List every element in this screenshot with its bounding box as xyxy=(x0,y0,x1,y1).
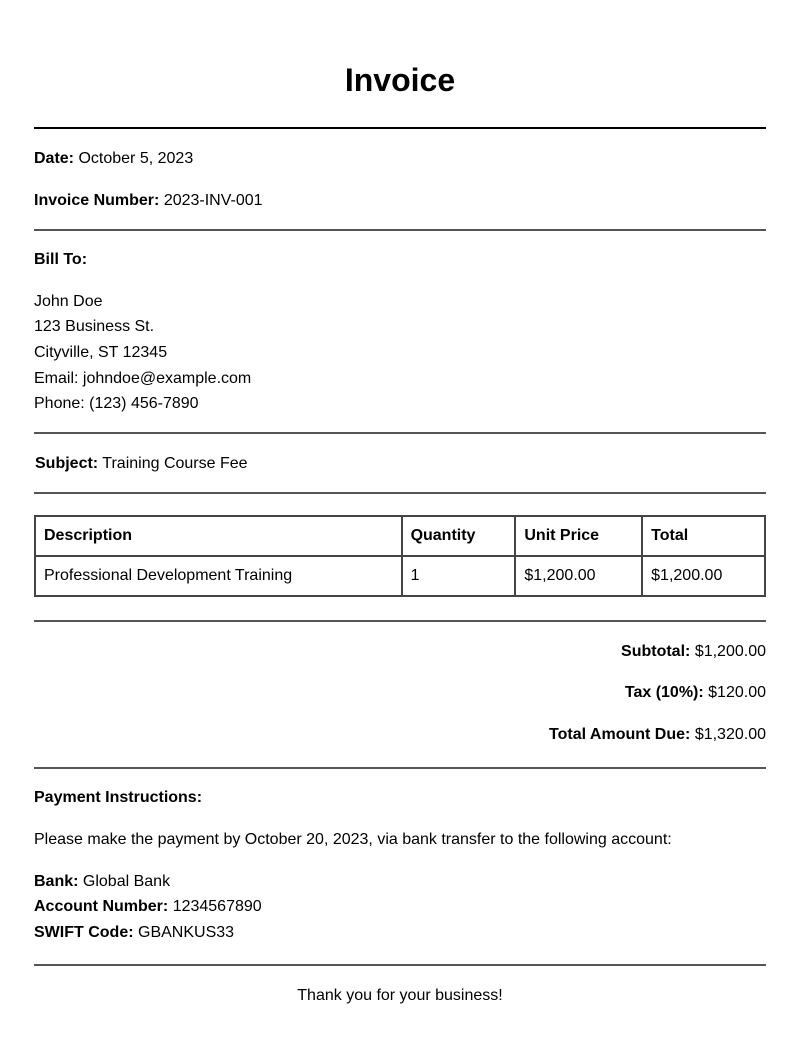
divider xyxy=(34,620,766,622)
divider xyxy=(34,767,766,769)
column-header-unit-price: Unit Price xyxy=(515,516,642,556)
column-header-description: Description xyxy=(35,516,402,556)
invoice-number xyxy=(34,191,263,211)
bank-value: Global Bank xyxy=(82,873,171,890)
payment-text: Please make the payment by October 20, 2023, via bank transfer to the following account: xyxy=(34,831,672,848)
bill-to-label xyxy=(34,250,87,270)
date-label: Date: xyxy=(34,150,75,167)
bill-to-phone: Phone: (123) 456-7890 xyxy=(34,395,199,412)
table-row xyxy=(35,556,765,596)
footer-thank-you: Thank you for your business! xyxy=(297,987,503,1004)
divider xyxy=(34,229,766,231)
swift-code-label: SWIFT Code: xyxy=(34,924,134,941)
invoice-number-value: 2023-INV-001 xyxy=(163,192,263,209)
tax xyxy=(625,683,766,703)
subtotal-value: $1,200.00 xyxy=(694,643,766,660)
payment-heading: Payment Instructions: xyxy=(34,789,203,806)
column-header-quantity: Quantity xyxy=(402,516,516,556)
total-amount-due xyxy=(549,725,766,745)
bill-to-email: Email: johndoe@example.com xyxy=(34,370,252,387)
bill-to-name: John Doe xyxy=(34,293,103,310)
bill-to-address1: 123 Business St. xyxy=(34,318,155,335)
invoice-number-label: Invoice Number: xyxy=(34,192,160,209)
tax-label: Tax (10%): xyxy=(624,684,704,701)
total-value: $1,320.00 xyxy=(694,726,766,743)
bill-to-address2: Cityville, ST 12345 xyxy=(34,344,168,361)
subject xyxy=(35,454,248,474)
cell-description: Professional Development Training xyxy=(35,556,402,596)
account-number-label: Account Number: xyxy=(34,898,169,915)
total-label: Total Amount Due: xyxy=(549,726,691,743)
account-number xyxy=(34,897,262,917)
tax-value: $120.00 xyxy=(708,684,766,701)
subtotal xyxy=(621,642,766,662)
page-title: Invoice xyxy=(344,62,456,98)
payment-instructions-label xyxy=(34,788,202,808)
subject-label: Subject: xyxy=(35,455,99,472)
subtotal-label: Subtotal: xyxy=(621,643,691,660)
column-header-total: Total xyxy=(642,516,765,556)
divider xyxy=(34,432,766,434)
invoice-date xyxy=(34,149,193,169)
bank-label: Bank: xyxy=(34,873,79,890)
date-value: October 5, 2023 xyxy=(78,150,194,167)
cell-quantity: 1 xyxy=(402,556,516,596)
bank xyxy=(34,872,170,892)
swift-code xyxy=(34,923,234,943)
line-items-table xyxy=(34,515,766,597)
subject-value: Training Course Fee xyxy=(102,455,248,472)
divider xyxy=(34,492,766,494)
divider xyxy=(34,127,766,129)
cell-unit-price: $1,200.00 xyxy=(515,556,642,596)
bill-to-heading: Bill To: xyxy=(34,251,88,268)
account-number-value: 1234567890 xyxy=(172,898,262,915)
divider xyxy=(34,964,766,966)
table-header-row xyxy=(35,516,765,556)
swift-code-value: GBANKUS33 xyxy=(138,924,235,941)
cell-total: $1,200.00 xyxy=(642,556,765,596)
